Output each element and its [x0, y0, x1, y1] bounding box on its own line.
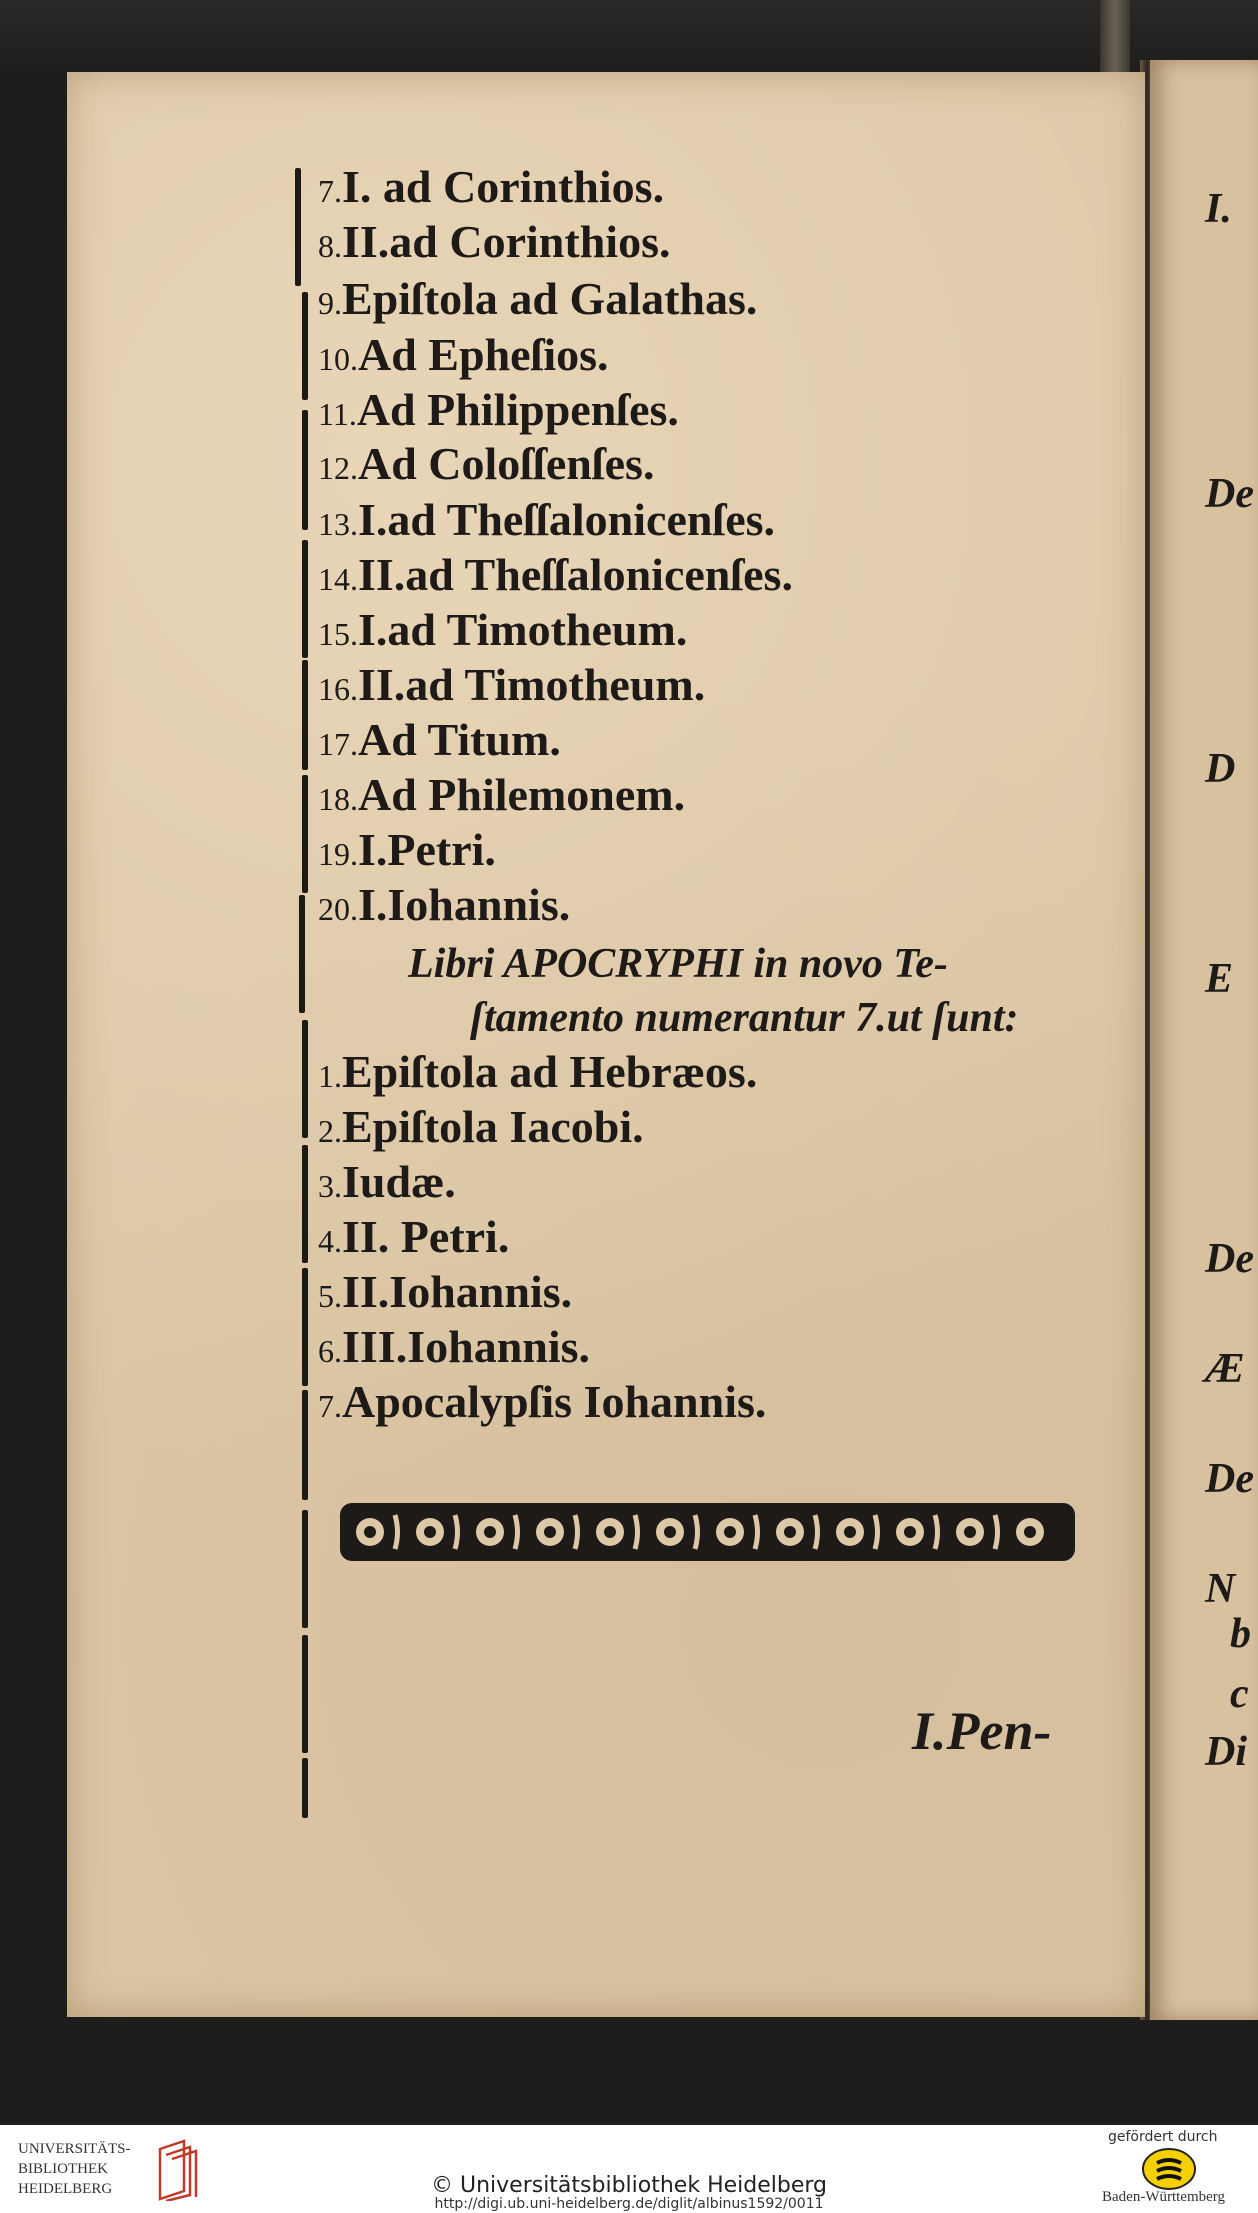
book-line: 10.Ad Epheſios.	[318, 329, 609, 380]
book-line: 7.I. ad Corinthios.	[318, 161, 665, 212]
facing-page-fragment: De	[1205, 1456, 1254, 1502]
margin-bracket	[295, 168, 301, 286]
margin-bracket	[302, 1145, 308, 1263]
book-line: 19.I.Petri.	[318, 824, 496, 875]
catchword: I.Pen-	[912, 1701, 1052, 1761]
margin-bracket	[302, 660, 308, 770]
facing-page	[1150, 60, 1258, 2020]
book-line: 8.II.ad Corinthios.	[318, 216, 671, 267]
apocrypha-line: 7.Apocalypſis Iohannis.	[318, 1376, 767, 1427]
ornament-band	[340, 1495, 1075, 1570]
book-line: 18.Ad Philemonem.	[318, 769, 686, 820]
apocrypha-line: 5.II.Iohannis.	[318, 1266, 573, 1317]
margin-bracket	[302, 1020, 308, 1138]
book-line: 16.II.ad Timotheum.	[318, 659, 706, 710]
margin-bracket	[302, 540, 308, 658]
facing-page-fragment: De	[1205, 1236, 1254, 1282]
apocrypha-line: 3.Iudæ.	[318, 1156, 456, 1207]
page-edge	[1100, 0, 1130, 80]
margin-bracket	[302, 775, 308, 893]
apocrypha-line: 4.II. Petri.	[318, 1211, 510, 1262]
facing-page-fragment: Æ	[1205, 1346, 1245, 1392]
book-line: 15.I.ad Timotheum.	[318, 604, 688, 655]
facing-page-fragment: N	[1205, 1566, 1236, 1612]
funder-label: gefördert durch	[1108, 2129, 1218, 2145]
book-line: 9.Epiſtola ad Galathas.	[318, 273, 758, 324]
apocrypha-line: 6.III.Iohannis.	[318, 1321, 591, 1372]
book-line: 20.I.Iohannis.	[318, 879, 571, 930]
book-line: 12.Ad Coloſſenſes.	[318, 438, 655, 489]
footer-bar	[0, 2125, 1258, 2213]
scan-top-band	[0, 0, 1258, 70]
book-line: 14.II.ad Theſſalonicenſes.	[318, 549, 793, 600]
baden-wuerttemberg-logo-icon[interactable]	[1140, 2147, 1198, 2191]
facing-page-fragment: c	[1230, 1671, 1249, 1717]
library-name-line: UNIVERSITÄTS-	[18, 2141, 131, 2157]
margin-bracket	[302, 1758, 308, 1818]
facing-page-fragment: Di	[1205, 1729, 1247, 1775]
book-line: 17.Ad Titum.	[318, 714, 561, 765]
margin-bracket	[302, 1635, 308, 1753]
library-name-line: HEIDELBERG	[18, 2181, 113, 2197]
facing-page-fragment: D	[1205, 746, 1236, 792]
margin-bracket	[302, 410, 308, 530]
apocrypha-line: 1.Epiſtola ad Hebræos.	[318, 1046, 758, 1097]
library-name-line: BIBLIOTHEK	[18, 2161, 108, 2177]
facing-page-fragment: E	[1205, 956, 1234, 1002]
margin-bracket	[302, 1510, 308, 1628]
margin-bracket	[302, 292, 308, 400]
book-line: 11.Ad Philippenſes.	[318, 384, 679, 435]
facing-page-fragment: De	[1205, 471, 1254, 517]
apocrypha-line: 2.Epiſtola Iacobi.	[318, 1101, 644, 1152]
margin-bracket	[302, 1268, 308, 1386]
apocrypha-heading-line2: ſtamento numerantur 7.ut ſunt:	[470, 995, 1019, 1041]
facing-page-fragment: b	[1230, 1611, 1251, 1657]
book-line: 13.I.ad Theſſalonicenſes.	[318, 494, 776, 545]
copyright-notice: © Universitätsbibliothek Heidelberg	[430, 2173, 827, 2198]
permalink-url[interactable]: http://digi.ub.uni-heidelberg.de/diglit/albinus1592/0011	[434, 2196, 824, 2212]
margin-bracket	[299, 895, 305, 1013]
facing-page-fragment: I.	[1205, 186, 1232, 232]
margin-bracket	[302, 1390, 308, 1500]
apocrypha-heading-line1: Libri APOCRYPHI in novo Te-	[408, 941, 948, 987]
funder-name: Baden-Württemberg	[1102, 2189, 1226, 2205]
